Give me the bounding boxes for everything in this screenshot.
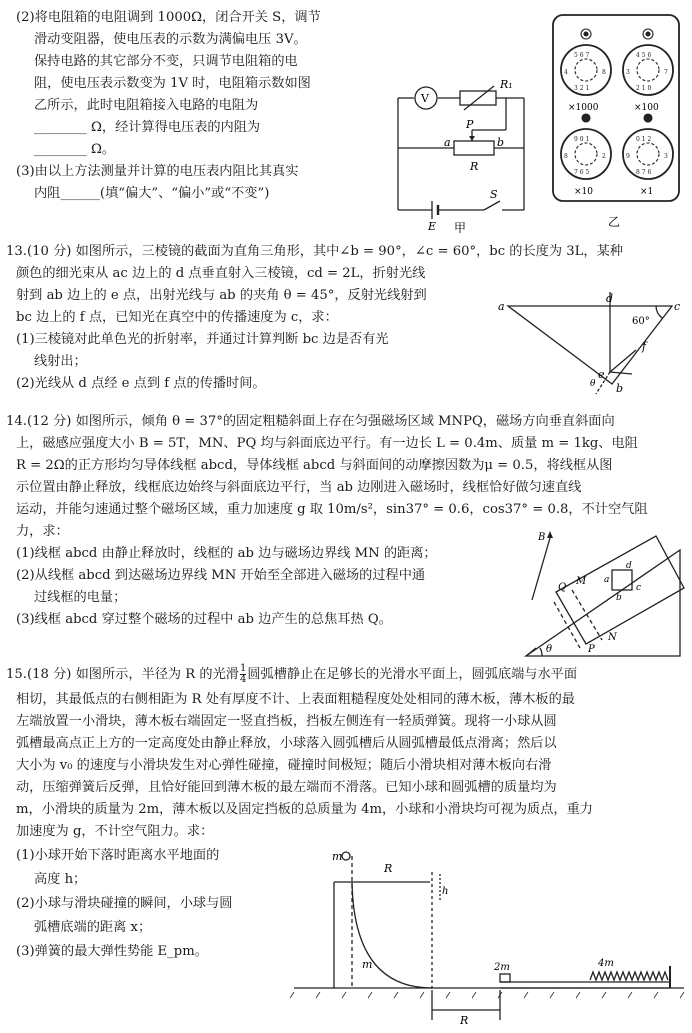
q15-line-1a: 15.(18 分) 如图所示，半径为 R 的光滑 (6, 667, 239, 682)
svg-text:3 2 1: 3 2 1 (574, 85, 590, 92)
prism-c-label: c (674, 300, 681, 313)
q14-line-1: 14.(12 分) 如图所示，倾角 θ = 37°的固定粗糙斜面上存在匀强磁场区域 MNPQ，磁场方向垂直斜面向 (6, 414, 615, 429)
q15-line-10: 高度 h； (34, 872, 87, 887)
q14-line-9: 过线框的电量； (34, 590, 127, 605)
q14-line-4: 示位置由静止释放，线框底边始终与斜面底边平行，当 ab 边刚进入磁场时，线框恰好做匀速直线 (16, 480, 582, 495)
q14-line-6: 力，求： (16, 524, 69, 539)
q13-line-1: 13.(10 分) 如图所示，三棱镜的截面为直角三角形，其中∠b = 90°，∠c = 60°，bc 的长度为 3L，某种 (6, 244, 623, 259)
e-label: E (428, 220, 437, 233)
groove-m-label: m (362, 958, 373, 971)
incline-magnetic-diagram (516, 528, 688, 668)
a-label: a (444, 136, 451, 149)
fig-jia-caption: 甲 (454, 221, 467, 235)
height-h-label: h (442, 886, 449, 897)
mult-10-label: ×10 (574, 187, 593, 197)
q15-line-7: m，小滑块的质量为 2m，薄木板以及固定挡板的总质量为 4m，小球和小滑块均可视为质点，重力 (16, 802, 593, 817)
q15-line-13: (3)弹簧的最大弹性势能 E_pm。 (16, 944, 208, 959)
q15-line-1b: 圆弧槽静止在足够长的光滑水平面上，圆弧底端与水平面 (247, 667, 578, 682)
mult-100-label: ×100 (634, 103, 659, 113)
q12-line-3: 保持电路的其它部分不变，只调节电阻箱的电 (34, 54, 298, 69)
q14-line-3: R = 2Ω的正方形均匀导体线框 abcd，导体线框 abcd 与斜面间的动摩擦因数为μ = 0.5，将线框从图 (16, 458, 613, 473)
distance-r-label: R (460, 1014, 469, 1027)
field-n-label: N (608, 632, 617, 643)
prism-e-label: e (598, 368, 605, 381)
fraction-denominator: 4 (240, 674, 247, 685)
q15-line-3: 左端放置一小滑块，薄木板右端固定一竖直挡板，挡板左侧连有一轻质弹簧。现将一小球从圆 (16, 714, 557, 729)
r-label: R (470, 160, 479, 173)
q15-line-11: (2)小球与滑块碰撞的瞬间，小球与圆 (16, 896, 233, 911)
q13-line-4: bc 边上的 f 点，已知光在真空中的传播速度为 c，求： (16, 310, 338, 325)
q13-line-3: 射到 ab 边上的 e 点，出射光线与 ab 的夹角 θ = 45°，反射光线射到 (16, 288, 427, 303)
svg-text:0 1 2: 0 1 2 (636, 136, 652, 143)
q13-line-5: (1)三棱镜对此单色光的折射率，并通过计算判断 bc 边是否有光 (16, 332, 389, 347)
svg-text:7: 7 (664, 69, 668, 76)
frame-b-label: b (616, 593, 622, 603)
s-label: S (490, 188, 498, 201)
q15-line-6: 动，压缩弹簧后反弹，且恰好能回到薄木板的最左端而不滑落。已知小球和圆弧槽的质量均为 (16, 780, 557, 795)
incline-theta-label: θ (546, 644, 553, 655)
svg-text:4: 4 (564, 69, 568, 76)
q13-line-2: 颜色的细光束从 ac 边上的 d 点垂直射入三棱镜，cd = 2L，折射光线 (16, 266, 426, 281)
q15-line-1 (6, 664, 577, 685)
svg-text:5 6 7: 5 6 7 (574, 52, 590, 59)
prism-d-label: d (606, 292, 614, 305)
svg-text:2: 2 (602, 153, 606, 160)
circuit-diagram-jia (388, 60, 544, 236)
prism-diagram (496, 288, 686, 396)
q12-line-5: 乙所示，此时电阻箱接入电路的电阻为 (34, 98, 259, 113)
svg-text:7 6 5: 7 6 5 (574, 169, 590, 176)
q12-line-7: ________ Ω。 (34, 142, 116, 157)
q15-line-5: 大小为 v₀ 的速度与小滑块发生对心弹性碰撞，碰撞时间极短；随后小滑块相对薄木板向右滑 (16, 758, 552, 773)
svg-text:8: 8 (602, 69, 606, 76)
svg-text:4 5 6: 4 5 6 (636, 52, 652, 59)
field-m-label: M (576, 576, 587, 587)
svg-text:3: 3 (664, 153, 668, 160)
svg-text:8 7 6: 8 7 6 (636, 169, 652, 176)
board-4m-label: 4m (598, 958, 614, 969)
q13-line-6: 线射出； (34, 354, 87, 369)
field-p-label: P (588, 644, 595, 655)
q12-line-9: 内阻______(填“偏大”、“偏小”或“不变”) (34, 186, 270, 201)
field-b-label: B (538, 532, 546, 543)
mult-1-label: ×1 (640, 187, 654, 197)
quarter-fraction (240, 664, 246, 685)
field-q-label: Q (558, 582, 567, 593)
q12-line-1: (2)将电阻箱的电阻调到 1000Ω，闭合开关 S，调节 (16, 10, 321, 25)
prism-a-label: a (498, 300, 505, 313)
mult-1000-label: ×1000 (568, 103, 599, 113)
q12-line-4: 阻，使电压表示数变为 1V 时，电阻箱示数如图 (34, 76, 311, 91)
arc-groove-diagram (290, 842, 688, 1028)
svg-text:9 0 1: 9 0 1 (574, 136, 590, 143)
q12-line-6: ________ Ω，经计算得电压表的内阻为 (34, 120, 261, 135)
frame-a-label: a (604, 575, 610, 585)
prism-angle-label: 60° (632, 316, 650, 327)
q14-line-2: 上，磁感应强度大小 B = 5T，MN、PQ 均与斜面底边平行。有一边长 L = 0.4m、质量 m = 1kg、电阻 (16, 436, 638, 451)
b-label: b (497, 136, 505, 149)
resistance-box-yi (550, 12, 682, 230)
frame-c-label: c (636, 583, 642, 593)
radius-top-label: R (384, 862, 393, 875)
prism-f-label: f (642, 340, 647, 353)
slider-2m-label: 2m (494, 962, 510, 973)
q13-line-7: (2)光线从 d 点经 e 点到 f 点的传播时间。 (16, 376, 266, 391)
q12-line-8: (3)由以上方法测量并计算的电压表内阻比其真实 (16, 164, 299, 179)
svg-text:2 1 0: 2 1 0 (636, 85, 652, 92)
q14-line-10: (3)线框 abcd 穿过整个磁场的过程中 ab 边产生的总焦耳热 Q。 (16, 612, 392, 627)
svg-text:3: 3 (626, 69, 630, 76)
fig-yi-caption: 乙 (608, 215, 621, 229)
svg-text:9: 9 (626, 153, 630, 160)
frame-d-label: d (626, 561, 632, 571)
prism-b-label: b (616, 382, 624, 395)
voltmeter-label: V (421, 92, 429, 105)
svg-text:8: 8 (564, 153, 568, 160)
q15-line-2: 相切，其最低点的右侧相距为 R 处有厚度不计、上表面粗糙程度处处相同的薄木板，薄木板的最 (16, 692, 575, 707)
p-label: P (466, 118, 474, 131)
ball-m-label: m (332, 850, 343, 863)
r1-label: R₁ (500, 78, 513, 91)
q14-line-5: 运动，并能匀速通过整个磁场区域，重力加速度 g 取 10m/s²，sin37° = 0.6，cos37° = 0.8，不计空气阻 (16, 502, 648, 517)
q15-line-12: 弧槽底端的距离 x； (34, 920, 152, 935)
q14-line-7: (1)线框 abcd 由静止释放时，线框的 ab 边与磁场边界线 MN 的距离； (16, 546, 437, 561)
q15-line-4: 弧槽最高点正上方的一定高度处由静止释放，小球落入圆弧槽后从圆弧槽最低点滑离；然后以 (16, 736, 557, 751)
fraction-numerator: 1 (240, 663, 247, 674)
q14-line-8: (2)从线框 abcd 到达磁场边界线 MN 开始至全部进入磁场的过程中通 (16, 568, 426, 583)
q15-line-9: (1)小球开始下落时距离水平地面的 (16, 848, 220, 863)
q12-line-2: 滑动变阻器，使电压表的示数为满偏电压 3V。 (34, 32, 307, 47)
prism-theta-label: θ (590, 379, 596, 389)
q15-line-8: 加速度为 g，不计空气阻力。求： (16, 824, 214, 839)
